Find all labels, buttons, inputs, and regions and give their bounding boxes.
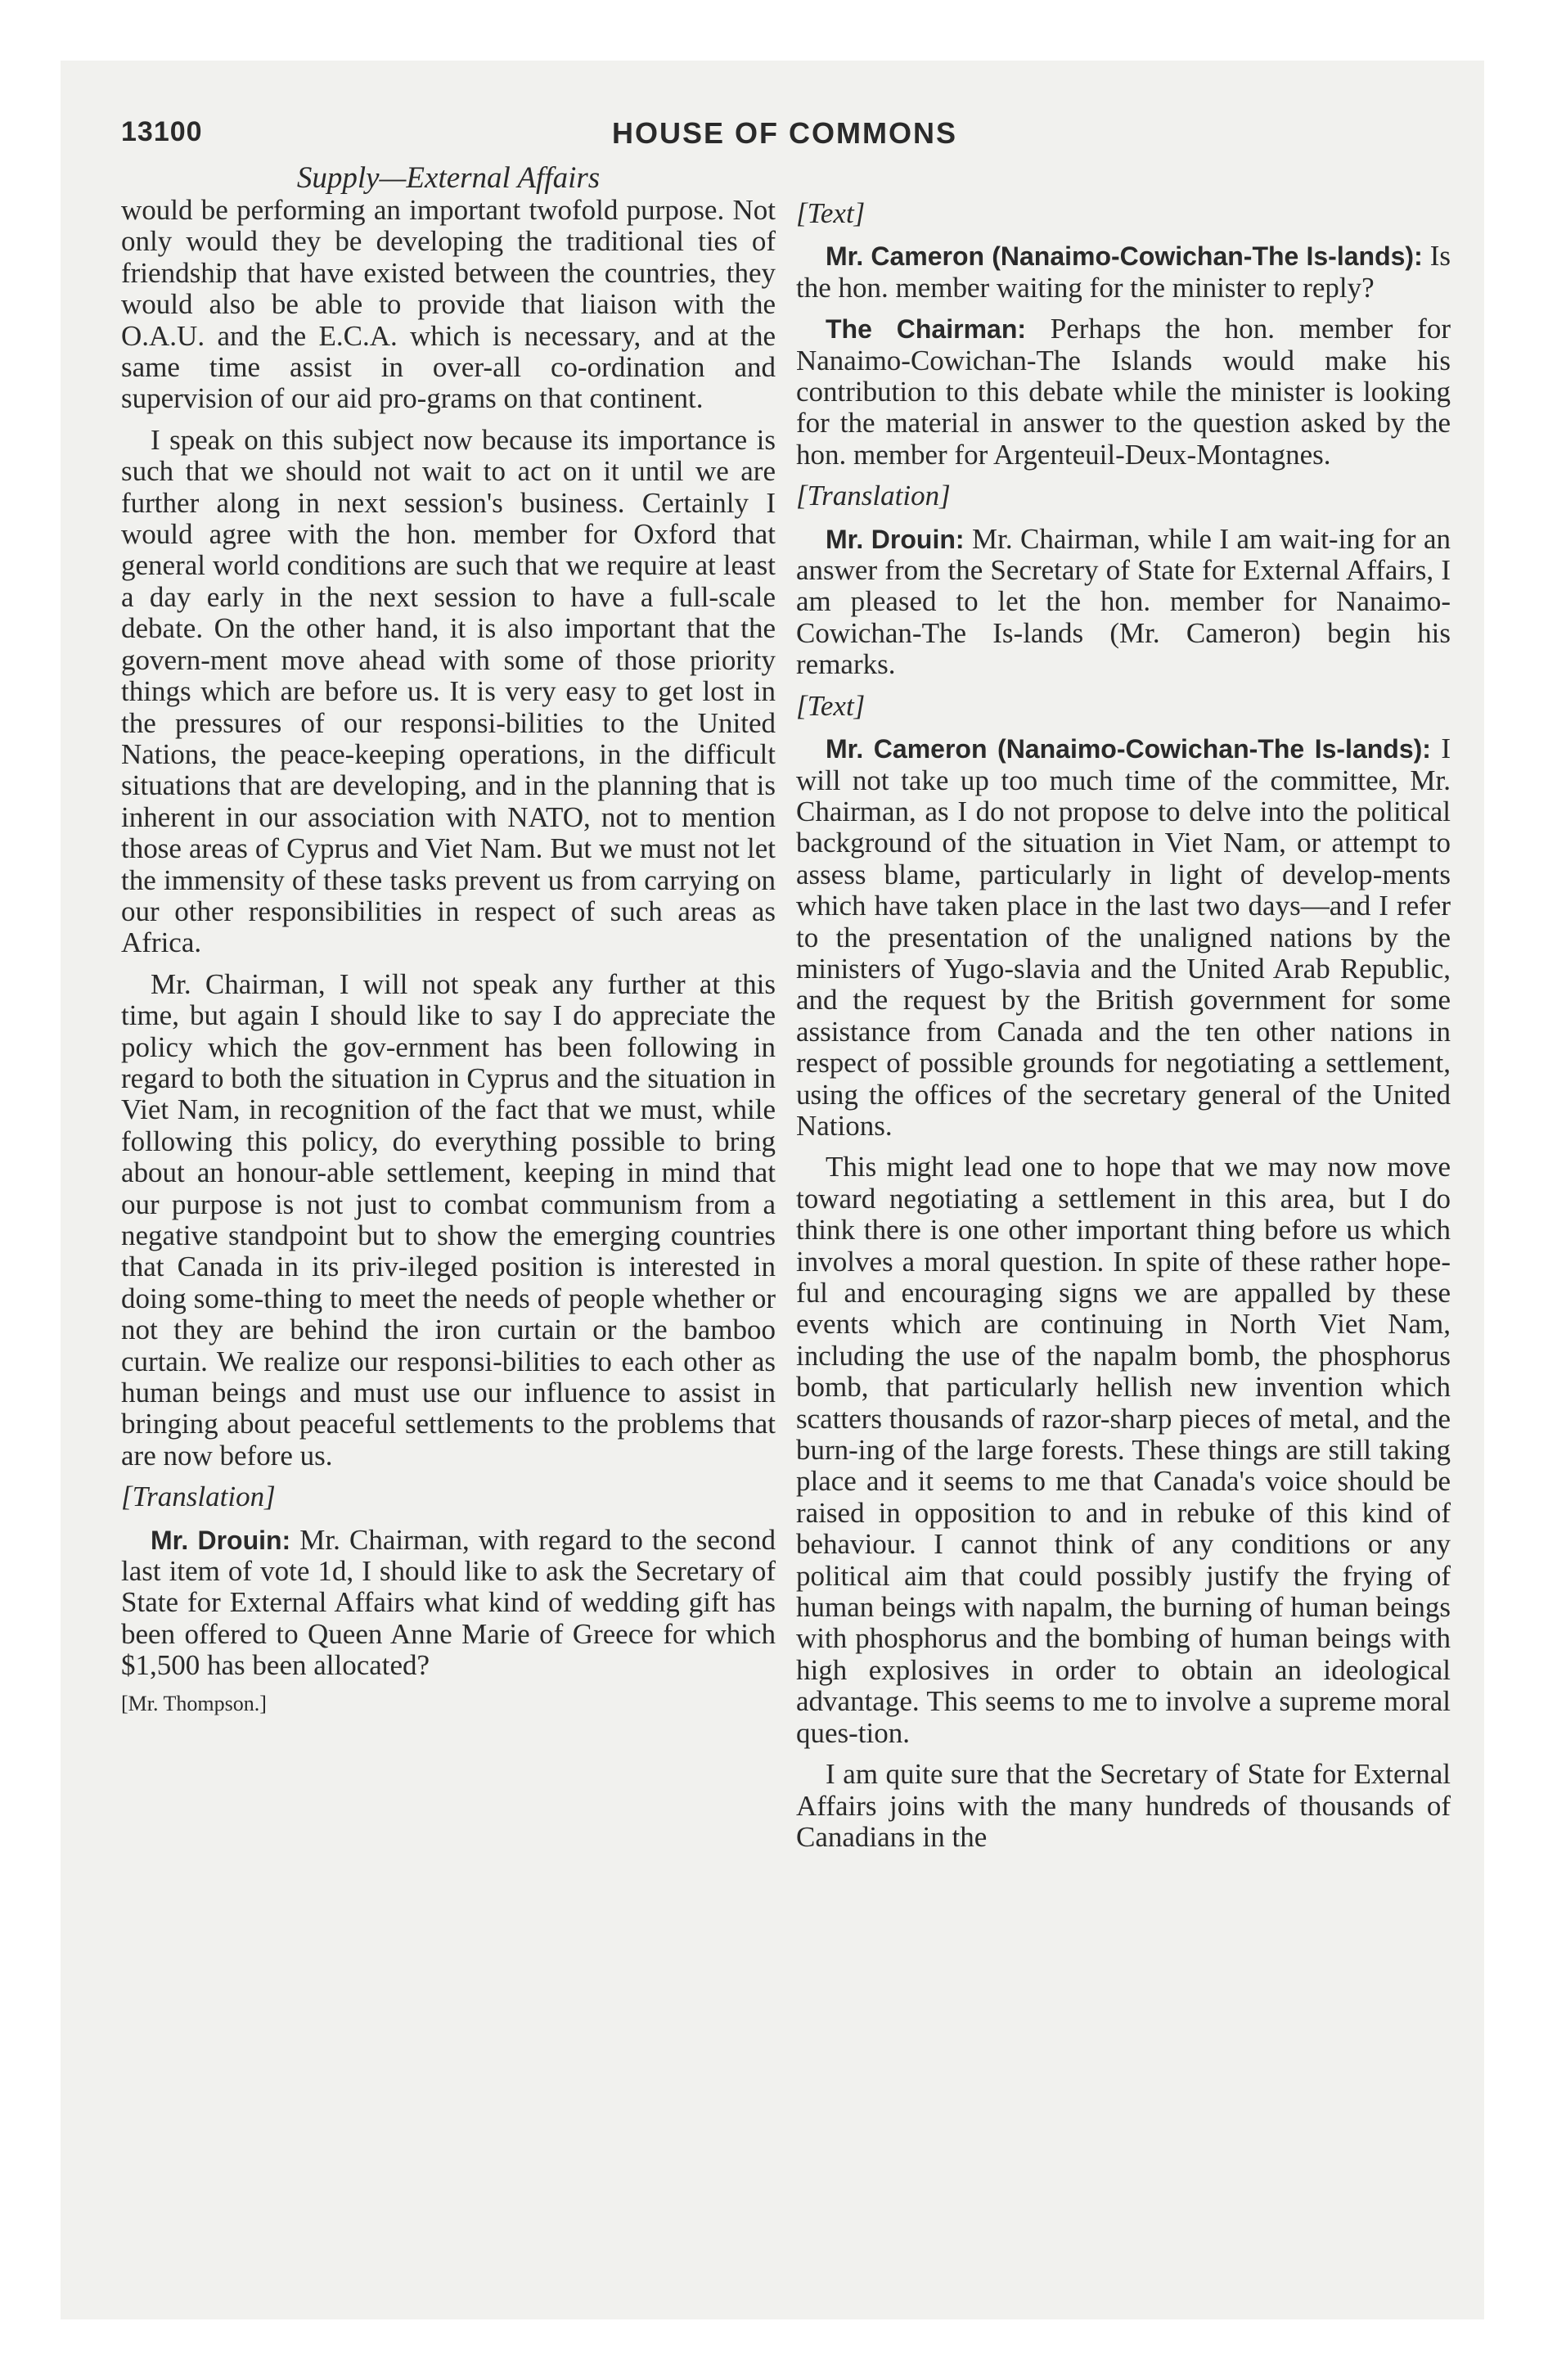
page-header xyxy=(121,116,1448,157)
paragraph: would be performing an important twofold purpose. Not only would they be developing the traditional ties of friendship that have existed between the countries, they would also be able to provide that liaison with the O.A.U. and the E.C.A. which is necessary, and at the same time assist in over-all co-ordination and supervision of our aid pro-grams on that continent. xyxy=(121,194,776,415)
speech-cameron xyxy=(796,241,1451,304)
paragraph: Mr. Chairman, I will not speak any further at this time, but again I should like to say I do appreciate the policy which the gov-ernment has been following in regard to both the situation in Cyprus and the situation in Viet Nam, in recognition of the fact that we must, while following this policy, do everything possible to bring about an honour-able settlement, keeping in mind that our purpose is not just to combat communism from a negative standpoint but to show the emerging countries that Canada in its priv-ileged position is interested in doing some-thing to meet the needs of people whether or not they are behind the iron curtain or the bamboo curtain. We realize our responsi-bilities to each other as human beings and must use our influence to assist in bringing about peaceful settlements to the problems that are now before us. xyxy=(121,967,776,1472)
speech-drouin xyxy=(121,1525,776,1682)
speaker-name: The Chairman: xyxy=(826,314,1027,345)
speech-cameron xyxy=(796,733,1451,1142)
speech-chairman xyxy=(796,313,1451,471)
page-title: HOUSE OF COMMONS xyxy=(611,116,957,150)
speech-drouin xyxy=(796,524,1451,681)
left-column xyxy=(121,195,776,1726)
speaker-name: Mr. Cameron (Nanaimo-Cowichan-The Is-lands): xyxy=(826,734,1431,764)
speech-text: Is the hon. member waiting for the minister to reply? xyxy=(796,240,1451,304)
speaker-name: Mr. Drouin: xyxy=(826,524,965,554)
paragraph: I am quite sure that the Secretary of State for External Affairs joins with the many hundreds of thousands of Canadians in the xyxy=(796,1758,1451,1853)
translation-marker: [Translation] xyxy=(121,1481,276,1513)
page-number: 13100 xyxy=(121,116,203,147)
speech-text: I will not take up too much time of the committee, Mr. Chairman, as I do not propose to delve into the political background of the situation in Viet Nam, or attempt to assess blame, particularly in light of develop-ments which have taken place in the last two days—and I refer to the presentation of the unaligned nations by the ministers of Yugo-slavia and the United Arab Republic, and the request by the British government for some assistance from Canada and the ten other nations in respect of possible grounds for negotiating a settlement, using the offices of the secretary general of the United Nations. xyxy=(796,732,1451,1142)
paragraph: I speak on this subject now because its importance is such that we should not wait to act on it until we are further along in next session's business. Certainly I would agree with the hon. member for Oxford that general world conditions are such that we require at least a day early in the next session to have a full-scale debate. On the other hand, it is also important that the govern-ment move ahead with some of those priority things which are before us. It is very easy to get lost in the pressures of our responsi-bilities to the United Nations, the peace-keeping operations, in the difficult situations that are developing, and in the planning that is inherent in our association with NATO, not to mention those areas of Cyprus and Viet Nam. But we must not let the immensity of these tasks prevent us from carrying on our other responsibilities in respect of such areas as Africa. xyxy=(121,423,776,959)
text-marker: [Text] xyxy=(796,197,866,229)
speech-text: Mr. Chairman, while I am wait-ing for an answer from the Secretary of State for External Affairs, I am pleased to let the hon. member for Nanaimo-Cowichan-The Is-lands (Mr. Cameron) begin his remarks. xyxy=(796,522,1451,681)
page-footnote: [Mr. Thompson.] xyxy=(121,1691,267,1715)
speaker-name: Mr. Drouin: xyxy=(151,1525,291,1555)
right-column xyxy=(796,198,1451,1863)
speech-text: Perhaps the hon. member for Nanaimo-Cowichan-The Islands would make his contribution to this debate while the minister is looking for the material in answer to the question asked by the hon. member for Argenteuil-Deux-Montagnes. xyxy=(796,313,1451,471)
translation-marker: [Translation] xyxy=(796,480,951,512)
section-subheading: Supply—External Affairs xyxy=(296,161,601,195)
paragraph: This might lead one to hope that we may now move toward negotiating a settlement in this area, but I do think there is one other important thing before us which involves a moral question. In spite of these rather hope-ful and encouraging signs we are appalled by these events which are continuing in North Viet Nam, including the use of the napalm bomb, the phosphorus bomb, that particularly hellish new invention which scatters thousands of razor-sharp pieces of metal, and the burn-ing of the large forests. These things are still taking place and it seems to me that Canada's voice should be raised in opposition to and in rebuke of this kind of behaviour. I cannot think of any conditions or any political aim that could possibly justify the frying of human beings with napalm, the burning of human beings with phosphorus and the bombing of human beings with high explosives in order to obtain an ideological advantage. This seems to me to involve a supreme moral ques-tion. xyxy=(796,1151,1451,1749)
text-marker: [Text] xyxy=(796,689,866,722)
speech-text: Mr. Chairman, with regard to the second last item of vote 1d, I should like to ask the Secretary of State for External Affairs what kind of wedding gift has been offered to Queen Anne Marie of Greece for which $1,500 has been allocated? xyxy=(121,1523,776,1682)
speaker-name: Mr. Cameron (Nanaimo-Cowichan-The Is-lands): xyxy=(826,241,1423,272)
